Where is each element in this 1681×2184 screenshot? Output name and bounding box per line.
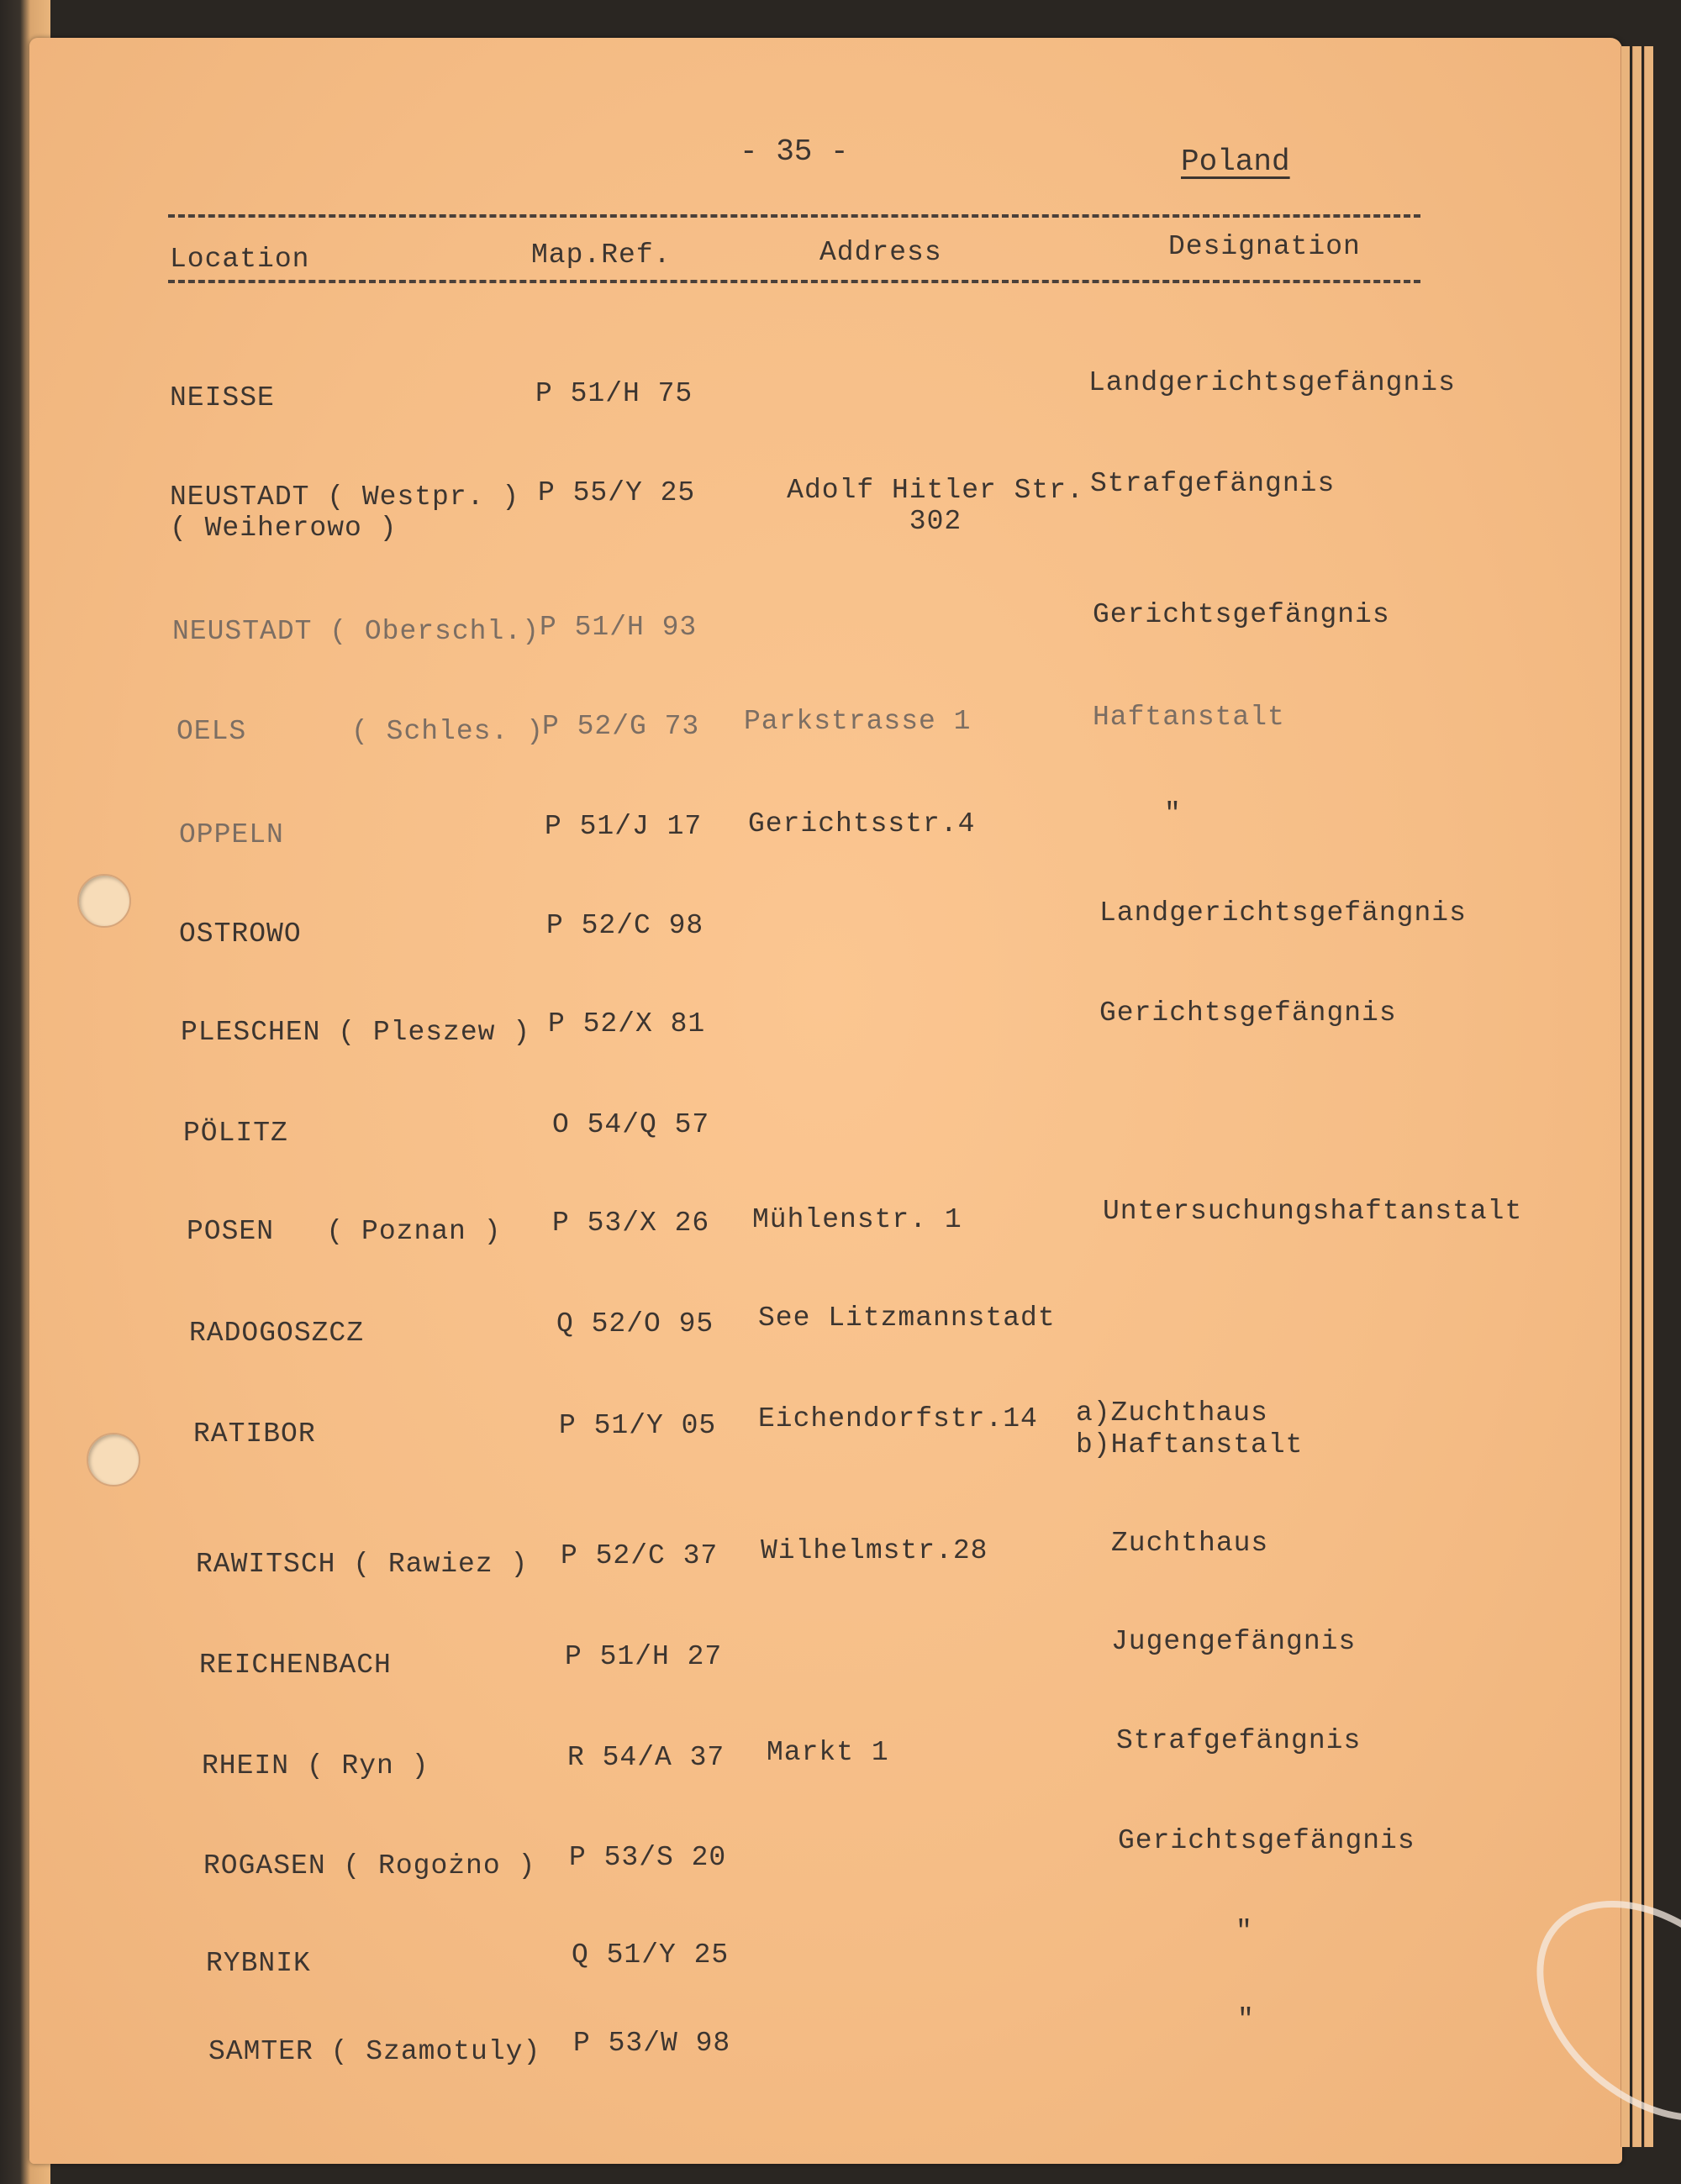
page-edge [1632, 46, 1641, 2147]
location-cell: RAWITSCH ( Rawiez ) [196, 1549, 529, 1580]
designation-cell: Strafgefängnis [1116, 1725, 1362, 1756]
address-cell: See Litzmannstadt [758, 1303, 1056, 1334]
map-ref-cell: P 52/X 81 [548, 1008, 706, 1039]
address-cell: Gerichtsstr.4 [748, 808, 976, 839]
punch-hole-icon [87, 1433, 140, 1487]
map-ref-cell: P 52/G 73 [542, 711, 700, 742]
designation-cell: " [1236, 1916, 1253, 1947]
location-cell: REICHENBACH [199, 1650, 392, 1681]
location-cell: NEISSE [170, 382, 275, 413]
designation-cell: Jugengefängnis [1111, 1626, 1357, 1657]
designation-cell: Gerichtsgefängnis [1093, 599, 1390, 630]
address-cell: Markt 1 [767, 1737, 889, 1768]
map-ref-cell: P 51/H 93 [540, 612, 698, 643]
map-ref-cell: Q 52/O 95 [556, 1308, 714, 1339]
header-rule-bottom [168, 280, 1420, 283]
address-cell: Wilhelmstr.28 [761, 1535, 988, 1566]
map-ref-cell: P 55/Y 25 [538, 477, 696, 508]
designation-cell: " [1237, 2004, 1255, 2035]
map-ref-cell: P 52/C 37 [561, 1540, 719, 1571]
designation-cell: Gerichtsgefängnis [1099, 997, 1397, 1029]
location-cell: NEUSTADT ( Oberschl.) [172, 616, 540, 647]
address-cell: Adolf Hitler Str. 302 [787, 475, 1084, 537]
location-cell: RHEIN ( Ryn ) [202, 1750, 429, 1781]
address-cell: Mühlenstr. 1 [752, 1204, 962, 1235]
location-cell: PLESCHEN ( Pleszew ) [181, 1017, 531, 1048]
designation-cell: Haftanstalt [1093, 702, 1285, 733]
location-cell: RYBNIK [206, 1948, 311, 1979]
location-cell: PÖLITZ [183, 1118, 288, 1149]
map-ref-cell: P 51/H 27 [565, 1641, 723, 1672]
address-cell: Eichendorfstr.14 [758, 1403, 1038, 1434]
designation-cell: a)Zuchthaus b)Haftanstalt [1076, 1397, 1304, 1460]
column-header-map-ref: Map.Ref. [531, 239, 672, 271]
location-cell: RATIBOR [193, 1418, 316, 1450]
map-ref-cell: P 53/X 26 [552, 1208, 710, 1239]
location-cell: POSEN ( Poznan ) [187, 1216, 502, 1247]
map-ref-cell: P 51/H 75 [535, 378, 693, 409]
column-header-designation: Designation [1168, 231, 1361, 262]
map-ref-cell: P 53/S 20 [569, 1842, 727, 1873]
location-cell: OELS ( Schles. ) [177, 716, 544, 747]
location-cell: SAMTER ( Szamotuly) [208, 2036, 541, 2067]
map-ref-cell: P 51/Y 05 [559, 1410, 717, 1441]
column-header-location: Location [170, 244, 310, 275]
column-header-address: Address [819, 237, 942, 268]
location-cell: RADOGOSZCZ [189, 1318, 365, 1349]
designation-cell: " [1164, 798, 1182, 829]
designation-cell: Zuchthaus [1111, 1528, 1269, 1559]
page-edge [1644, 46, 1653, 2147]
punch-hole-icon [77, 874, 131, 928]
location-cell: NEUSTADT ( Westpr. ) ( Weiherowo ) [170, 482, 520, 544]
designation-cell: Strafgefängnis [1090, 468, 1336, 499]
map-ref-cell: O 54/Q 57 [552, 1109, 710, 1140]
map-ref-cell: P 53/W 98 [573, 2028, 731, 2059]
location-cell: OSTROWO [179, 918, 302, 950]
address-cell: Parkstrasse 1 [744, 706, 972, 737]
designation-cell: Landgerichtsgefängnis [1088, 367, 1456, 398]
designation-cell: Gerichtsgefängnis [1118, 1825, 1415, 1856]
location-cell: ROGASEN ( Rogożno ) [203, 1850, 536, 1881]
header-rule-top [168, 214, 1420, 218]
page-number: - 35 - [740, 134, 849, 169]
designation-cell: Untersuchungshaftanstalt [1103, 1196, 1523, 1227]
map-ref-cell: P 52/C 98 [546, 910, 704, 941]
map-ref-cell: Q 51/Y 25 [572, 1939, 730, 1971]
page-edge [1620, 46, 1630, 2147]
designation-cell: Landgerichtsgefängnis [1099, 897, 1467, 929]
location-cell: OPPELN [179, 819, 284, 850]
map-ref-cell: R 54/A 37 [567, 1742, 725, 1773]
map-ref-cell: P 51/J 17 [545, 811, 703, 842]
country-heading: Poland [1181, 145, 1290, 179]
